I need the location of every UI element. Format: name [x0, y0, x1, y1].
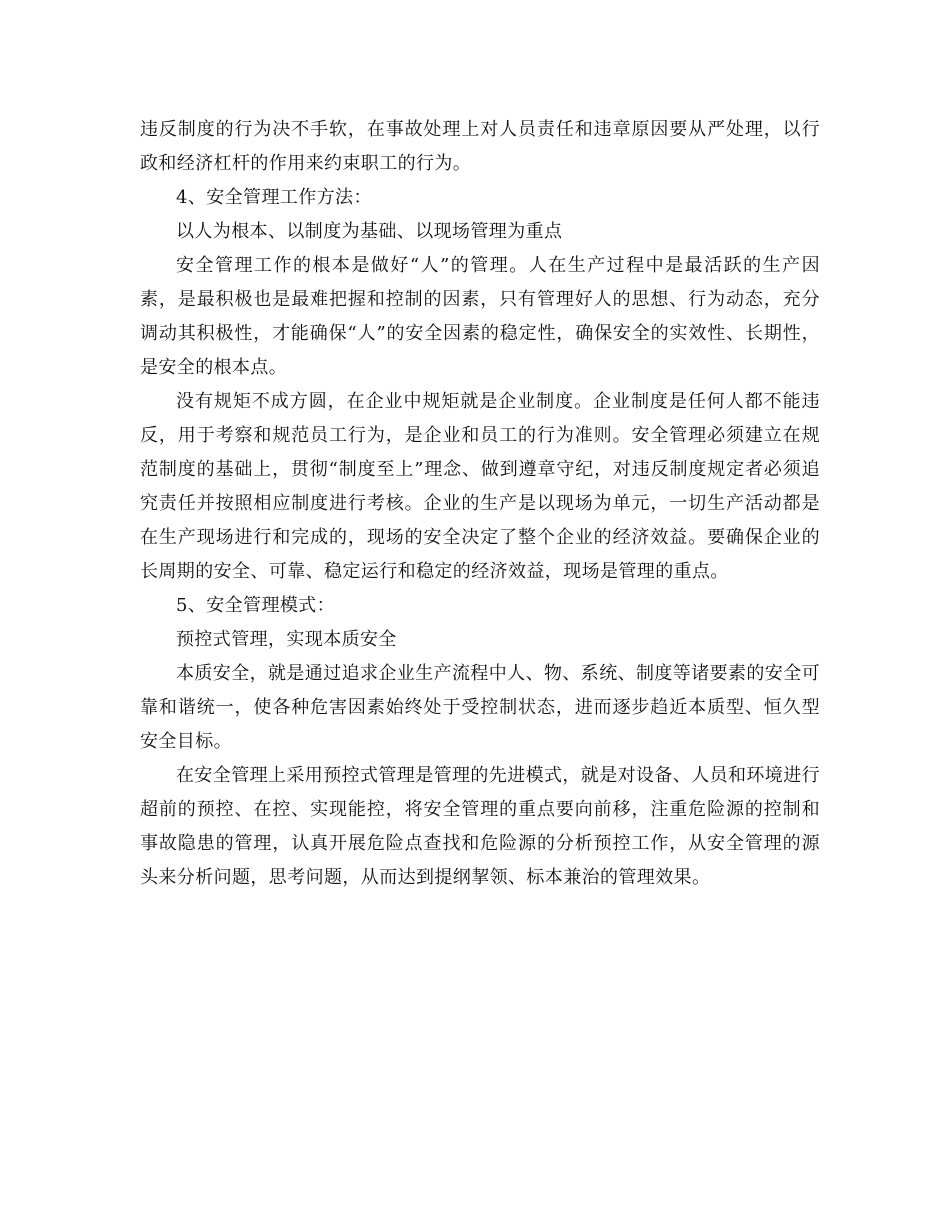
document-body: [140, 113, 820, 895]
subheading-people-system-site: 以人为根本、以制度为基础、以现场管理为重点: [176, 221, 563, 242]
paragraph-violation-handling: 违反制度的行为决不手软，在事故处理上对人员责任和违章原因要从严处理，以行政和经济杠杆的作用来约束职工的行为。: [140, 119, 820, 174]
subheading-preventive-control: 预控式管理，实现本质安全: [176, 629, 397, 650]
paragraph-people-management: 安全管理工作的根本是做好“人”的管理。人在生产过程中是最活跃的生产因素，是最积极也是最难把握和控制的因素，只有管理好人的思想、行为动态，充分调动其积极性，才能确保“人”的安全因素的稳定性，确保安全的实效性、长期性，是安全的根本点。: [140, 255, 820, 378]
paragraph-intrinsic-safety: 本质安全，就是通过追求企业生产流程中人、物、系统、制度等诸要素的安全可靠和谐统一，使各种危害因素始终处于受控制状态，进而逐步趋近本质型、恒久型安全目标。: [140, 663, 820, 752]
heading-safety-work-methods: 4、安全管理工作方法：: [176, 187, 372, 208]
paragraph-preventive-management: 在安全管理上采用预控式管理是管理的先进模式，就是对设备、人员和环境进行超前的预控、在控、实现能控，将安全管理的重点要向前移，注重危险源的控制和事故隐患的管理，认真开展危险点查找和危险源的分析预控工作，从安全管理的源头来分析问题，思考问题，从而达到提纲挈领、标本兼治的管理效果。: [140, 765, 820, 888]
paragraph-rules-and-site: 没有规矩不成方圆，在企业中规矩就是企业制度。企业制度是任何人都不能违反，用于考察和规范员工行为，是企业和员工的行为准则。安全管理必须建立在规范制度的基础上，贯彻“制度至上”理念、做到遵章守纪，对违反制度规定者必须追究责任并按照相应制度进行考核。企业的生产是以现场为单元，一切生产活动都是在生产现场进行和完成的，现场的安全决定了整个企业的经济效益。要确保企业的长周期的安全、可靠、稳定运行和稳定的经济效益，现场是管理的重点。: [140, 391, 820, 582]
heading-safety-management-model: 5、安全管理模式：: [176, 595, 336, 616]
